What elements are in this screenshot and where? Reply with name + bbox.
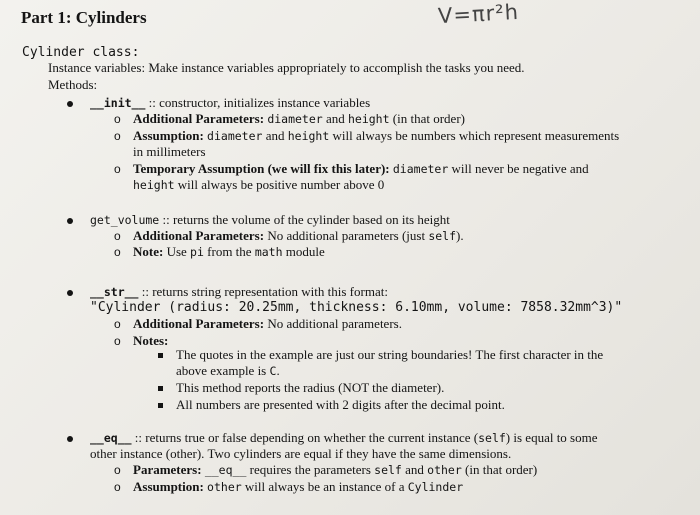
str-example: "Cylinder (radius: 20.25mm, thickness: 6.10mm, volume: 7858.32mm^3)" — [90, 300, 623, 315]
init-assumption-line2: in millimeters — [133, 144, 206, 159]
handwritten-formula: V=πr²h — [437, 0, 520, 29]
code-height: height — [287, 129, 330, 143]
sub-bullet: o — [114, 129, 121, 143]
bullet — [67, 101, 73, 107]
sub-bullet: o — [114, 317, 121, 331]
code-height: height — [347, 112, 390, 126]
eq-description-line2: other instance (other). Two cylinders are equal if they have the same dimensions. — [90, 446, 512, 461]
init-method-name: __init__ — [90, 96, 146, 110]
sub-bullet: o — [114, 112, 121, 126]
code-pi: pi — [190, 245, 204, 259]
methods-label: Methods: — [48, 77, 98, 92]
text: :: returns true or false depending on whether the current instance ( — [131, 430, 479, 445]
text: Use — [166, 244, 191, 259]
init-params-line — [133, 111, 465, 127]
eq-method-name: __eq__ — [90, 431, 132, 445]
text: and — [401, 462, 428, 477]
text: and — [262, 128, 288, 143]
str-note1-line1: The quotes in the example are just our string boundaries! The first character in the — [176, 347, 604, 362]
str-note1-line2 — [176, 363, 280, 379]
params-label: Parameters: — [133, 462, 205, 477]
text: and — [322, 111, 348, 126]
code-self: self — [478, 431, 506, 445]
notes-label: Notes: — [133, 333, 169, 348]
text: from the — [203, 244, 255, 259]
eq-assumption-line — [133, 479, 463, 495]
assumption-label: Assumption: — [133, 128, 208, 143]
bullet — [67, 290, 73, 296]
square-bullet — [158, 403, 163, 408]
square-bullet — [158, 386, 163, 391]
code-c: C — [269, 364, 277, 378]
code-cylinder: Cylinder — [407, 480, 464, 494]
square-bullet — [158, 353, 163, 358]
get-volume-description: :: returns the volume of the cylinder based on its height — [159, 212, 450, 227]
text: above example is — [176, 363, 270, 378]
text: . — [276, 363, 280, 378]
get-volume-line — [90, 212, 450, 228]
text: will always be positive number above 0 — [174, 177, 385, 192]
code-math: math — [254, 245, 283, 259]
str-params-line — [133, 316, 402, 331]
text: (in that order) — [461, 462, 538, 477]
text: (in that order) — [389, 111, 465, 126]
params-label: Additional Parameters: — [133, 228, 268, 243]
class-label: Cylinder class: — [22, 45, 140, 60]
text: No additional parameters. — [267, 316, 402, 331]
str-method-name: __str__ — [90, 285, 139, 299]
instance-variables-text: Instance variables: Make instance variables appropriately to accomplish the tasks you need. — [48, 60, 525, 75]
sub-bullet: o — [114, 162, 121, 176]
text: will always be numbers which represent measurements — [329, 128, 620, 143]
get-volume-name: get_volume — [90, 213, 160, 227]
code-diameter: diameter — [267, 112, 323, 126]
note-label: Note: — [133, 244, 167, 259]
text: ) is equal to some — [505, 430, 598, 445]
sub-bullet: o — [114, 229, 121, 243]
get-volume-params-line — [133, 228, 464, 244]
assumption-label: Assumption: — [133, 479, 208, 494]
code-diameter: diameter — [207, 129, 263, 143]
code-other: other — [207, 480, 242, 494]
init-method-line — [90, 95, 370, 111]
get-volume-note-line — [133, 244, 325, 260]
sub-bullet: o — [114, 245, 121, 259]
init-assumption-line — [133, 128, 619, 144]
eq-params-line — [133, 462, 537, 478]
code-self: self — [428, 229, 457, 243]
params-label: Additional Parameters: — [133, 316, 268, 331]
init-description: :: constructor, initializes instance variables — [145, 95, 371, 110]
code-eq: __eq__ — [204, 463, 247, 477]
text: will never be negative and — [448, 161, 589, 176]
page-title: Part 1: Cylinders — [21, 8, 147, 27]
text: requires the parameters — [246, 462, 375, 477]
sub-bullet: o — [114, 463, 121, 477]
str-method-line — [90, 284, 388, 300]
code-self: self — [374, 463, 402, 477]
code-diameter: diameter — [392, 162, 449, 176]
code-height: height — [133, 178, 175, 192]
eq-method-line — [90, 430, 598, 446]
sub-bullet: o — [114, 334, 121, 348]
init-temp-assumption-line — [133, 161, 589, 177]
params-label: Additional Parameters: — [133, 111, 268, 126]
sub-bullet: o — [114, 480, 121, 494]
text: will always be an instance of a — [241, 479, 408, 494]
bullet — [67, 218, 73, 224]
text: No additional parameters (just — [267, 228, 429, 243]
str-description: :: returns string representation with this format: — [138, 284, 388, 299]
bullet — [67, 436, 73, 442]
str-note2: This method reports the radius (NOT the diameter). — [176, 380, 445, 395]
text: ). — [456, 228, 464, 243]
str-note3: All numbers are presented with 2 digits after the decimal point. — [176, 397, 505, 412]
code-other: other — [427, 463, 462, 477]
temp-assumption-label: Temporary Assumption (we will fix this later): — [133, 161, 393, 176]
init-temp-assumption-line2 — [133, 177, 384, 193]
text: module — [282, 244, 325, 259]
